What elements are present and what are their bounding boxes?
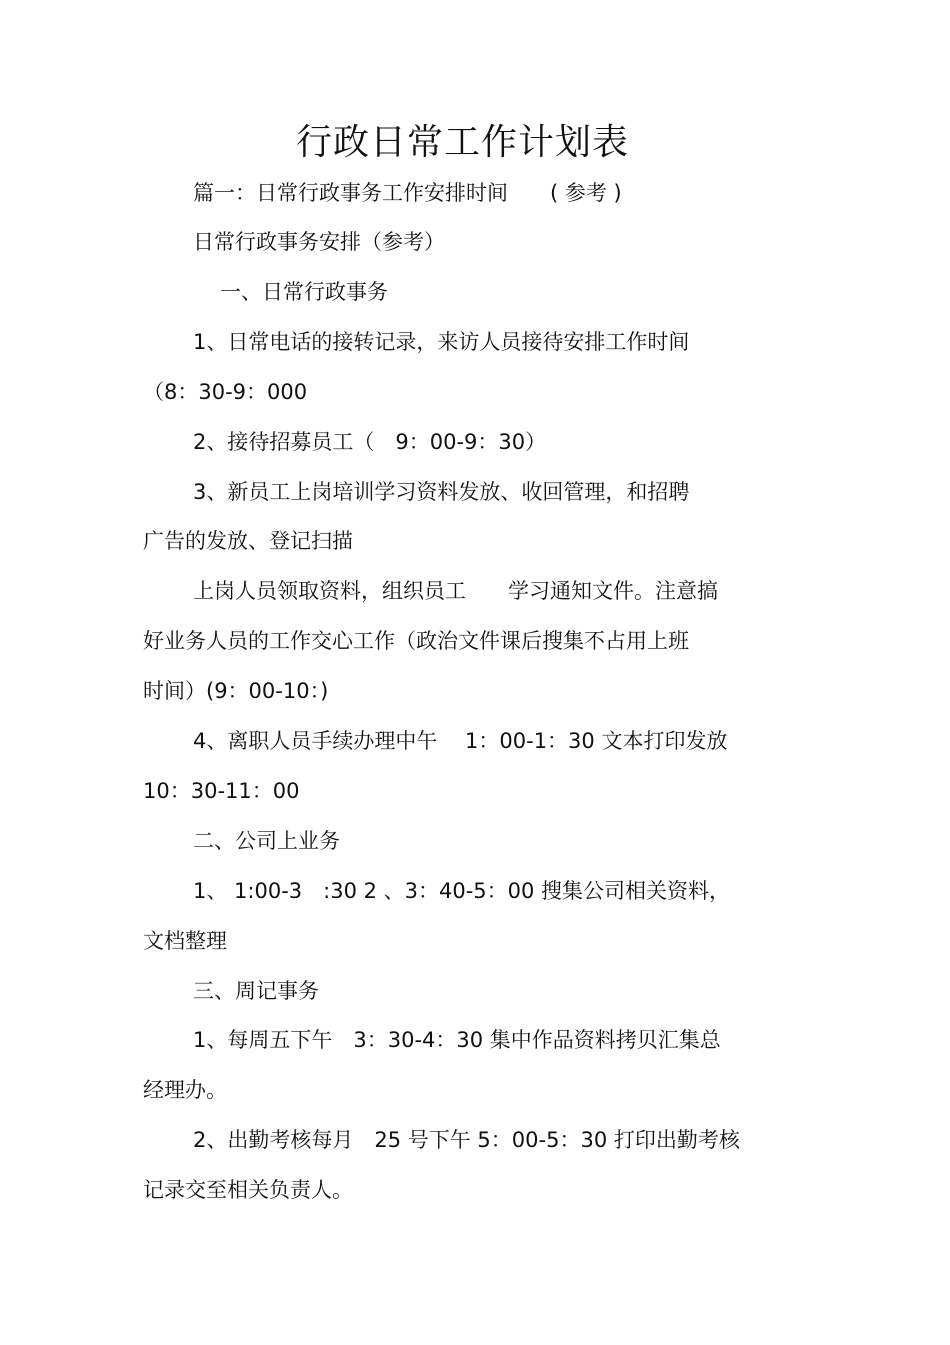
section-heading: 一、日常行政事务 — [220, 280, 388, 304]
text-line: 1、 1:00-3 :30 2 、3：40-5：00 搜集公司相关资料， — [193, 879, 731, 903]
text-line: 10：30-11：00 — [143, 779, 300, 803]
section-heading: 二、公司上业务 — [193, 829, 340, 853]
text-line: 日常行政事务安排（参考） — [193, 230, 445, 254]
text-line: 文档整理 — [143, 929, 227, 953]
text-line: 篇一：日常行政事务工作安排时间 ( 参考 ) — [193, 181, 622, 205]
text-line: 好业务人员的工作交心工作（政治文件课后搜集不占用上班 — [143, 629, 689, 653]
text-line: 1、每周五下午 3：30-4：30 集中作品资料拷贝汇集总 — [193, 1028, 721, 1052]
section-heading: 三、周记事务 — [193, 979, 319, 1003]
text-line: 3、新员工上岗培训学习资料发放、收回管理，和招聘 — [193, 480, 690, 504]
document-title: 行政日常工作计划表 — [295, 122, 629, 163]
text-line: （8：30-9：000 — [143, 380, 308, 404]
text-line: 经理办。 — [143, 1078, 227, 1102]
text-line: 上岗人员领取资料，组织员工 学习通知文件。注意搞 — [193, 579, 718, 603]
text-line: 4、离职人员手续办理中午 1：00-1：30 文本打印发放 — [193, 729, 728, 753]
text-line: 2、出勤考核每月 25 号下午 5：00-5：30 打印出勤考核 — [193, 1128, 740, 1152]
text-line: 时间）(9：00-10：) — [143, 679, 329, 703]
text-line: 2、接待招募员工（ 9：00-9：30） — [193, 430, 547, 454]
text-line: 广告的发放、登记扫描 — [143, 529, 353, 553]
text-line: 1、日常电话的接转记录，来访人员接待安排工作时间 — [193, 330, 690, 354]
text-line: 记录交至相关负责人。 — [143, 1178, 353, 1202]
